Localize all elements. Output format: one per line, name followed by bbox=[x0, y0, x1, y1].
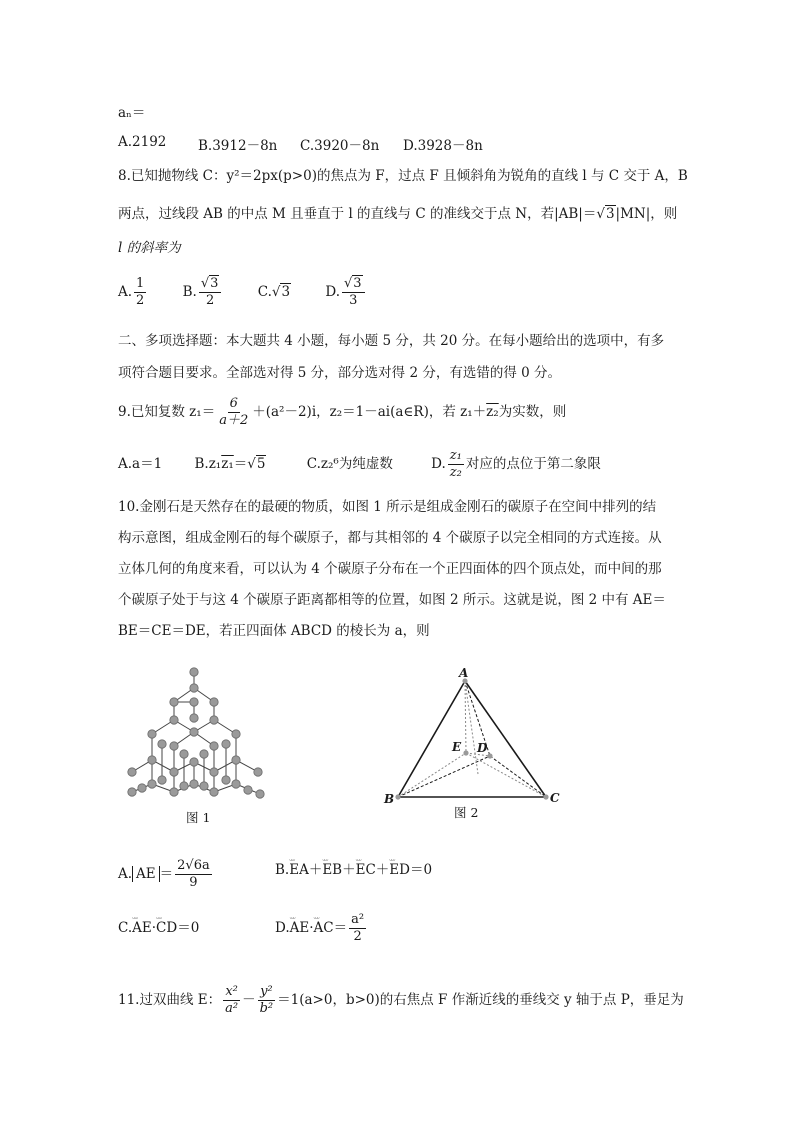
q11-suffix: ＝1(a>0，b>0)的右焦点 F 作渐近线的垂线交 y 轴于点 P，垂足为 bbox=[277, 992, 684, 1008]
q9-prefix: 9.已知复数 z₁＝ bbox=[118, 404, 216, 420]
q8-sqrt3-value: 3 bbox=[605, 206, 615, 222]
q10-option-a-abs: AE bbox=[132, 866, 160, 882]
q9-suffix: 为实数，则 bbox=[498, 404, 567, 420]
q7-continuation: aₙ＝ bbox=[118, 105, 146, 121]
q10-option-b-eq: ＝0 bbox=[409, 862, 433, 878]
section2-line1: 二、多项选择题：本大题共 4 小题，每小题 5 分，共 20 分。在每小题给出的选项中，有多 bbox=[118, 333, 665, 349]
q10-option-c-vec-ae: ᵕᵕᵕ AE bbox=[132, 918, 152, 938]
q8-option-b bbox=[182, 276, 224, 308]
q10-option-d-frac bbox=[349, 912, 366, 945]
q9-option-b-pre: B.z₁ bbox=[194, 456, 222, 472]
q8-option-b-frac bbox=[199, 276, 222, 309]
q10-option-c bbox=[118, 918, 199, 938]
segment-be bbox=[398, 753, 466, 797]
q10-option-a bbox=[118, 858, 214, 891]
q10-option-b bbox=[275, 860, 432, 880]
q8-option-d bbox=[325, 276, 366, 308]
q8-line2 bbox=[118, 204, 677, 224]
q10-option-d-vec-ac: ᵕᵕᵕ AC bbox=[314, 918, 334, 938]
q8-option-b-den: 2 bbox=[205, 293, 215, 308]
q9-option-d-label: D. bbox=[431, 456, 446, 472]
q8-option-d-den: 3 bbox=[349, 293, 358, 308]
q7-option-b: B.3912－8n bbox=[198, 138, 278, 154]
q8-option-b-num-val: 3 bbox=[210, 276, 219, 291]
figure2-tetrahedron bbox=[378, 664, 568, 809]
label-e: E bbox=[452, 740, 462, 754]
q8-option-a-den: 2 bbox=[136, 293, 145, 308]
figure2-caption: 图 2 bbox=[454, 805, 479, 820]
q8-line2-text-b: |MN|，则 bbox=[615, 206, 678, 222]
q9-mid: ＋(a²－2)i，z₂＝1－ai(a∈R)，若 z₁＋ bbox=[252, 404, 487, 420]
q8-option-d-frac bbox=[342, 276, 365, 309]
q10-option-b-vec-ea: ᵕᵕᵕ EA bbox=[289, 860, 309, 880]
q10-option-c-label: C. bbox=[118, 920, 133, 936]
q8-option-d-num: √3 bbox=[342, 276, 365, 293]
label-a: A bbox=[459, 666, 469, 680]
q10-option-b-vec-eb: ᵕᵕᵕ EB bbox=[322, 860, 342, 880]
q9-option-b: B.z₁z₁＝√5 bbox=[194, 456, 266, 472]
q7-option-a: A.2192 bbox=[118, 134, 167, 150]
q10-option-b-plus2: ＋ bbox=[342, 862, 356, 878]
q10-line5: BE＝CE＝DE，若正四面体 ABCD 的棱长为 a，则 bbox=[118, 623, 430, 639]
q10-option-d-label: D. bbox=[275, 920, 290, 936]
segment-height bbox=[465, 681, 478, 774]
q9-option-b-eq: ＝ bbox=[233, 456, 248, 472]
label-c: C bbox=[550, 791, 560, 805]
q9-frac-den: a＋2 bbox=[219, 413, 249, 428]
q10-line3: 立体几何的角度来看，可以认为 4 个碳原子分布在一个正四面体的四个顶点处，而中间的那 bbox=[118, 561, 662, 577]
q8-option-a-frac bbox=[134, 276, 146, 309]
q10-option-d-dot: · bbox=[309, 920, 314, 936]
q9-option-c: C.z₂⁶为纯虚数 bbox=[306, 456, 393, 472]
q10-option-b-label: B. bbox=[275, 862, 290, 878]
q11-frac-y bbox=[258, 984, 276, 1017]
q11-frac-x-den: a² bbox=[225, 1001, 239, 1016]
q8-option-c: C.√3 bbox=[257, 284, 291, 300]
q10-option-a-num: 2√6a bbox=[177, 858, 210, 873]
q9-stem bbox=[118, 396, 566, 429]
q8-options bbox=[118, 276, 367, 309]
q8-line2-text-a: 两点，过线段 AB 的中点 M 且垂直于 l 的直线与 C 的准线交于点 N，若|AB|＝ bbox=[118, 206, 597, 222]
q11-frac-y-den: b² bbox=[259, 1001, 274, 1016]
q8-option-c-val: 3 bbox=[281, 284, 291, 300]
q10-line4: 个碳原子处于与这 4 个碳原子距离都相等的位置，如图 2 所示。这就是说，图 2 中有 AE＝ bbox=[118, 592, 666, 608]
q9-frac bbox=[217, 396, 250, 429]
q10-option-d bbox=[275, 912, 368, 945]
q11-prefix: 11.过双曲线 E： bbox=[118, 992, 222, 1008]
q8-line3: l 的斜率为 bbox=[118, 240, 181, 256]
q9-option-d bbox=[431, 448, 601, 480]
q8-option-b-num: √3 bbox=[199, 276, 222, 293]
q10-option-b-vec-ed: ᵕᵕᵕ ED bbox=[389, 860, 410, 880]
q9-options bbox=[118, 448, 601, 481]
q11-frac-x-num: x² bbox=[225, 984, 238, 999]
q10-option-a-den: 9 bbox=[189, 875, 198, 890]
q10-option-d-den: 2 bbox=[353, 929, 362, 944]
q9-option-b-val: 5 bbox=[256, 456, 266, 472]
figure1-caption: 图 1 bbox=[186, 810, 211, 825]
section2-line2: 项符合题目要求。全部选对得 5 分，部分选对得 2 分，有选错的得 0 分。 bbox=[118, 365, 562, 381]
q8-option-b-label: B. bbox=[182, 284, 197, 300]
q11-frac-y-num: y² bbox=[260, 984, 273, 999]
q8-option-c-label: C. bbox=[257, 284, 272, 300]
q8-option-a-label: A. bbox=[118, 284, 133, 300]
q7-option-d: D.3928－8n bbox=[403, 138, 483, 154]
edge-ac bbox=[465, 681, 546, 797]
q8-sqrt3: √3 bbox=[596, 206, 615, 222]
q10-line2: 构示意图，组成金刚石的每个碳原子，都与其相邻的 4 个碳原子以完全相同的方式连接。从 bbox=[118, 530, 662, 546]
q9-frac-num: 6 bbox=[229, 396, 238, 411]
edge-cd bbox=[490, 756, 546, 797]
q10-option-d-num: a² bbox=[351, 912, 365, 927]
q8-line1: 8.已知抛物线 C：y²＝2px(p>0)的焦点为 F，过点 F 且倾斜角为锐角的直线 l 与 C 交于 A，B bbox=[118, 168, 688, 184]
q11-minus: － bbox=[242, 992, 256, 1008]
q9-option-b-bar: z₁ bbox=[221, 456, 234, 472]
q8-option-a bbox=[118, 276, 148, 308]
segment-ce bbox=[466, 753, 546, 797]
figure1-diamond-lattice bbox=[122, 662, 272, 802]
q10-line1: 10.金刚石是天然存在的最硬的物质，如图 1 所示是组成金刚石的碳原子在空间中排列的结 bbox=[118, 499, 657, 515]
q7-option-c: C.3920－8n bbox=[300, 138, 380, 154]
q9-option-d-num: z₁ bbox=[449, 448, 462, 463]
q10-option-b-plus1: ＋ bbox=[308, 862, 323, 878]
edge-ab bbox=[398, 681, 465, 797]
q8-option-d-num-val: 3 bbox=[353, 276, 362, 291]
q9-z2-conjugate: z₂ bbox=[486, 404, 499, 420]
q10-option-d-eq: ＝ bbox=[333, 920, 348, 936]
q10-option-d-vec-ae: ᵕᵕᵕ AE bbox=[290, 918, 310, 938]
q10-option-c-eq: ＝0 bbox=[177, 920, 200, 936]
q8-option-a-num: 1 bbox=[136, 276, 145, 291]
q10-option-a-label: A. bbox=[118, 866, 133, 882]
q10-option-c-dot: · bbox=[151, 920, 157, 936]
q9-option-d-den: z₂ bbox=[449, 465, 462, 480]
q9-option-d-text: 对应的点位于第二象限 bbox=[465, 456, 601, 472]
q10-option-b-plus3: ＋ bbox=[375, 862, 390, 878]
segment-ae bbox=[465, 681, 466, 753]
q9-option-d-frac bbox=[448, 448, 464, 481]
q10-option-a-frac bbox=[175, 858, 212, 891]
q8-option-d-label: D. bbox=[325, 284, 340, 300]
q10-option-c-vec-cd: ᵕᵕᵕ CD bbox=[156, 918, 177, 938]
label-b: B bbox=[384, 792, 395, 806]
q11-stem bbox=[118, 984, 684, 1017]
q9-option-a: A.a＝1 bbox=[118, 456, 163, 472]
label-d: D bbox=[477, 741, 488, 755]
q10-option-b-vec-ec: ᵕᵕᵕ EC bbox=[356, 860, 376, 880]
q10-option-a-eq: ＝ bbox=[159, 866, 174, 882]
q11-frac-x bbox=[223, 984, 240, 1017]
